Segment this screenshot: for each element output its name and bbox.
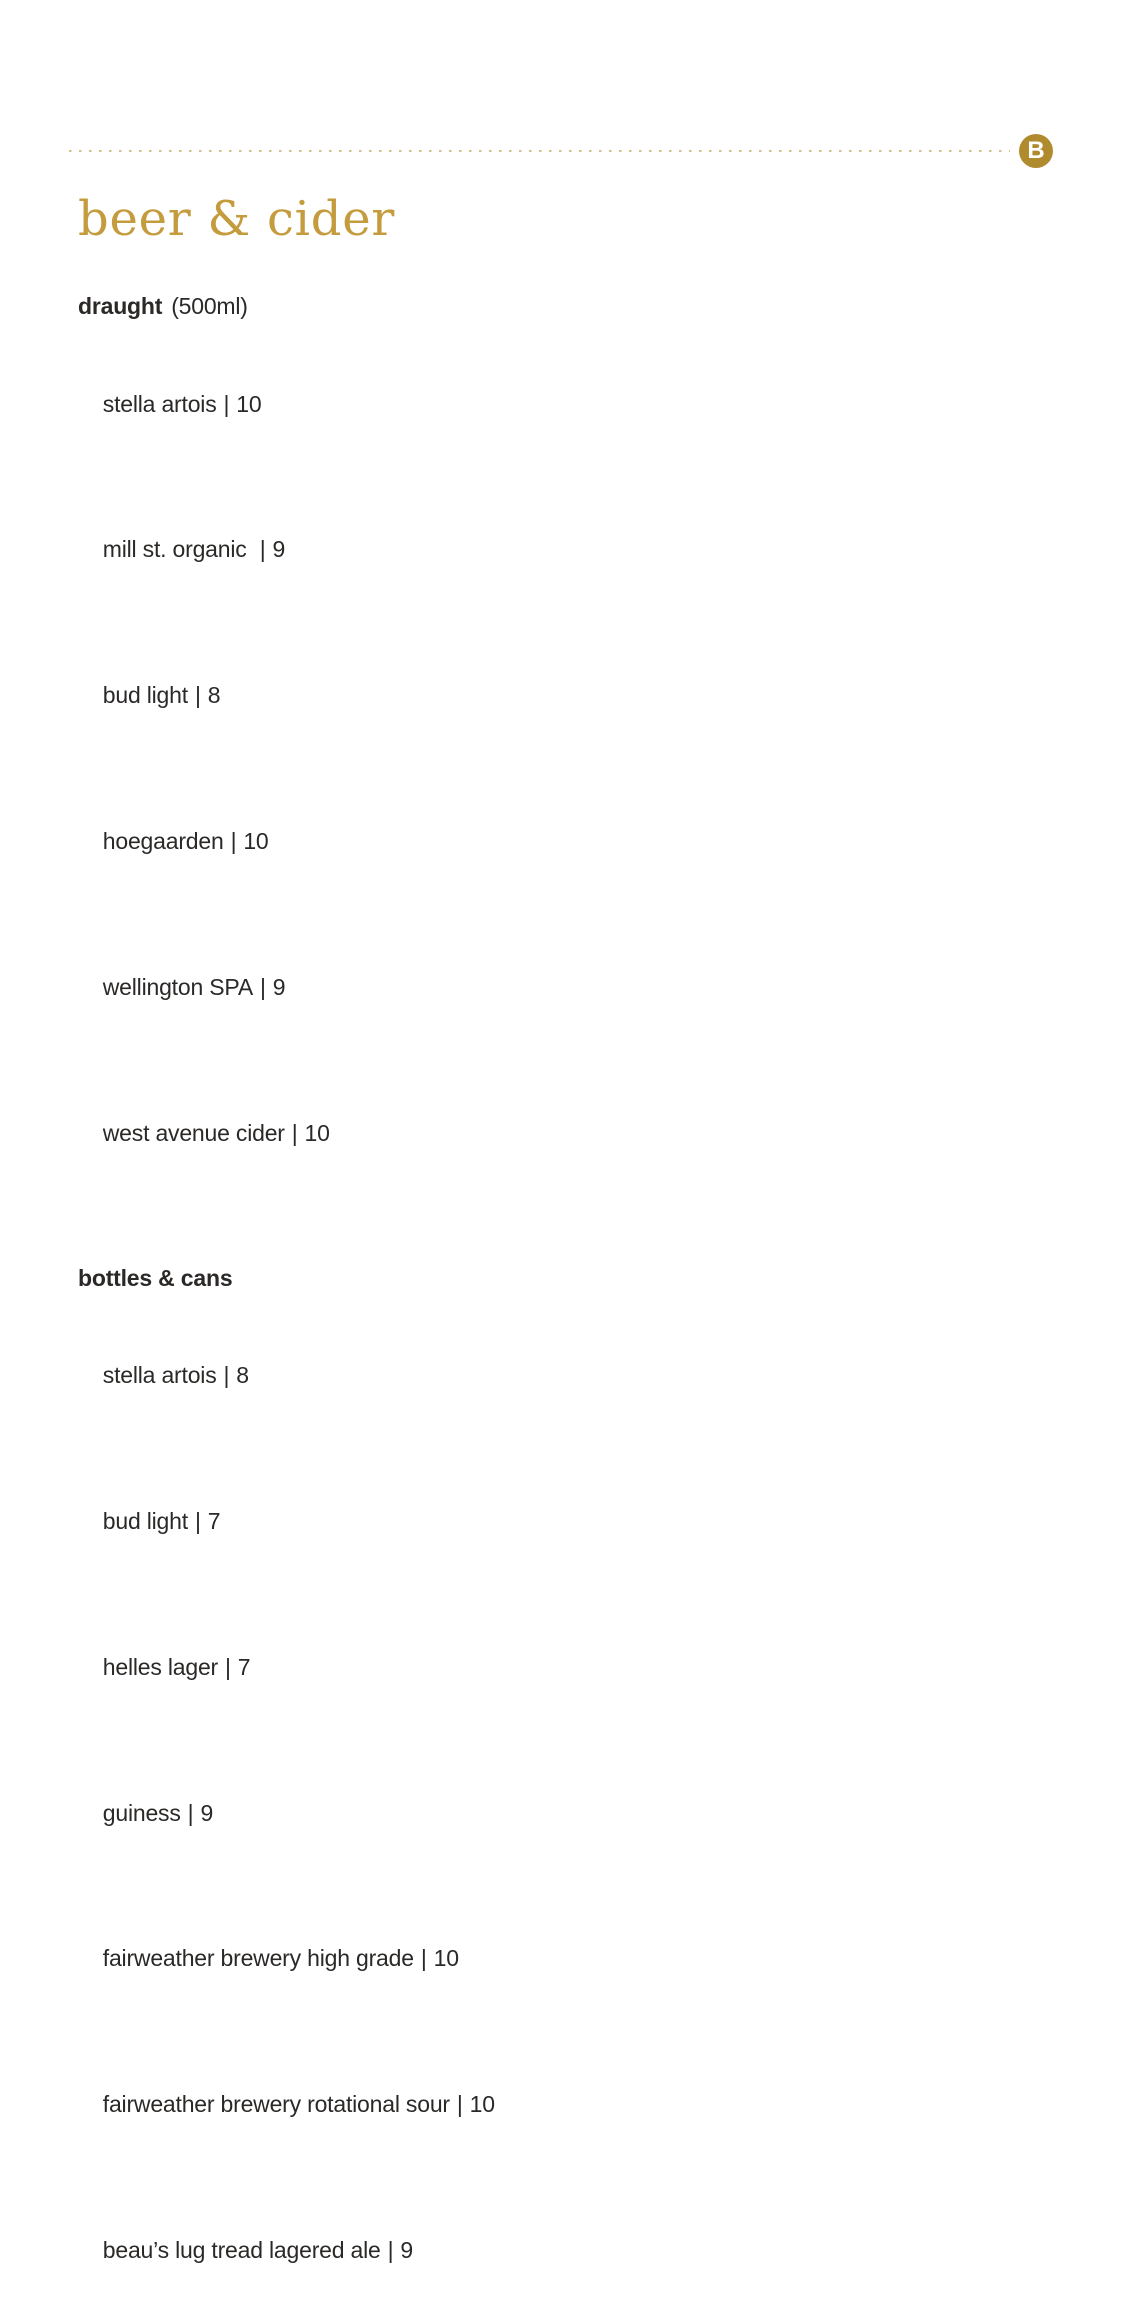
menu-item xyxy=(78,1740,1053,1886)
menu-items-list xyxy=(78,331,1053,1206)
menu-item xyxy=(78,623,1053,769)
item-price: 7 xyxy=(237,1653,251,1680)
item-name: bud light xyxy=(102,682,188,709)
item-name: beau’s lug tread lagered ale xyxy=(102,2236,381,2263)
item-price: 9 xyxy=(272,536,286,563)
item-name: hoegaarden xyxy=(102,827,224,854)
item-price-divider: | xyxy=(456,2091,463,2118)
menu-item xyxy=(78,1303,1053,1449)
item-price-divider: | xyxy=(194,682,201,709)
menu-content xyxy=(69,191,1053,2323)
menu-items-list xyxy=(78,1303,1053,2323)
item-price: 9 xyxy=(272,973,286,1000)
item-name: fairweather brewery high grade xyxy=(102,1945,414,1972)
item-name: wellington SPA xyxy=(102,973,253,1000)
item-price: 9 xyxy=(400,2236,413,2263)
section-heading-label: bottles & cans xyxy=(78,1264,233,1291)
item-name: helles lager xyxy=(102,1653,218,1680)
menu-sections xyxy=(78,293,1053,2323)
item-price-divider: | xyxy=(223,390,230,417)
item-name: guiness xyxy=(102,1799,181,1826)
section-heading-label: draught xyxy=(78,293,163,319)
menu-item xyxy=(78,2177,1053,2323)
section-heading xyxy=(78,293,1053,320)
item-name: bud light xyxy=(102,1508,188,1535)
item-price: 8 xyxy=(207,682,221,709)
item-price: 9 xyxy=(200,1799,214,1826)
item-price-divider: | xyxy=(223,1362,230,1389)
menu-item xyxy=(78,331,1053,477)
item-price-divider: | xyxy=(230,827,237,854)
section-heading xyxy=(78,1265,1053,1292)
item-price-divider: | xyxy=(225,1653,231,1680)
item-name: stella artois xyxy=(102,390,217,417)
item-name: fairweather brewery rotational sour xyxy=(102,2091,450,2118)
item-price-divider: | xyxy=(259,536,266,563)
menu-item xyxy=(78,1594,1053,1740)
item-price: 10 xyxy=(304,1119,330,1146)
item-price: 10 xyxy=(236,390,262,417)
item-price: 8 xyxy=(236,1362,249,1389)
dotted-line xyxy=(69,150,1010,153)
menu-item xyxy=(78,1886,1053,2032)
menu-page xyxy=(0,134,1135,2263)
page-title: beer & cider xyxy=(78,191,396,247)
section-heading-note: (500ml) xyxy=(171,293,248,319)
menu-item xyxy=(78,477,1053,623)
item-price-divider: | xyxy=(187,1799,194,1826)
menu-item xyxy=(78,2032,1053,2178)
section-badge: B xyxy=(1019,134,1053,168)
menu-item xyxy=(78,1448,1053,1594)
item-price: 10 xyxy=(433,1945,459,1972)
item-price-divider: | xyxy=(420,1945,427,1972)
menu-item xyxy=(78,1060,1053,1206)
menu-section xyxy=(78,293,1053,1206)
item-price-divider: | xyxy=(259,973,266,1000)
menu-item xyxy=(78,768,1053,914)
dotted-divider-row xyxy=(69,134,1053,168)
item-name: mill st. organic xyxy=(102,536,253,563)
item-name: stella artois xyxy=(102,1362,217,1389)
item-name: west avenue cider xyxy=(102,1119,285,1146)
item-price: 7 xyxy=(207,1508,221,1535)
item-price: 10 xyxy=(243,827,269,854)
menu-section xyxy=(78,1265,1053,2323)
item-price-divider: | xyxy=(387,2236,394,2263)
menu-item xyxy=(78,914,1053,1060)
item-price-divider: | xyxy=(291,1119,298,1146)
item-price-divider: | xyxy=(194,1508,201,1535)
item-price: 10 xyxy=(469,2091,495,2118)
